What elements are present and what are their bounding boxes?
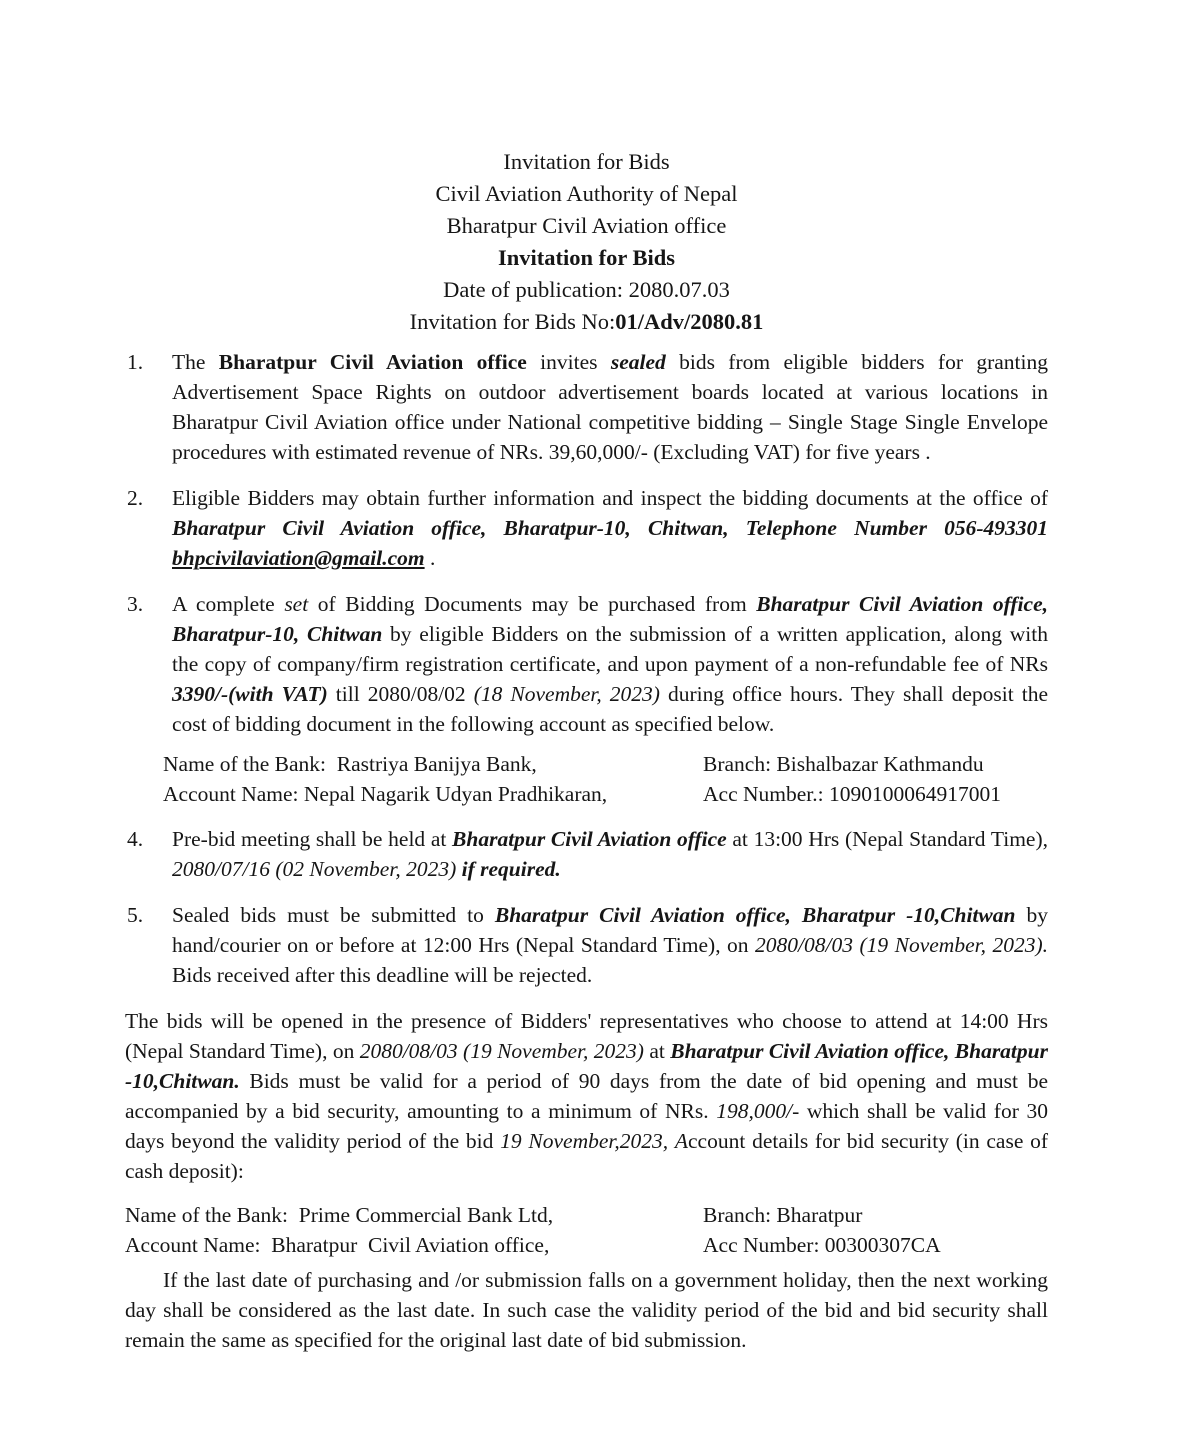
item-5-number: 5.: [127, 903, 144, 927]
text-segment: Invitation for Bids: [497, 245, 676, 270]
bank-row: [163, 779, 1048, 809]
text-segment: ccount details for bid security (in case of cash deposit):: [125, 1129, 1049, 1183]
text-segment: till 2080/08/02: [327, 682, 474, 706]
text-segment: Bharatpur Civil Aviation office: [452, 827, 727, 851]
document-header: [125, 146, 1048, 338]
text-segment: Bharatpur Civil Aviation office, Bharatpur -10,Chitwan.: [125, 1039, 1048, 1093]
text-segment: Invitation for Bids No:: [409, 309, 616, 334]
bank-branch: Branch: Bishalbazar Kathmandu: [703, 752, 984, 776]
list-item-4: [125, 824, 1048, 884]
text-segment: 19 November,2023,: [500, 1129, 669, 1153]
list-item-5: [125, 900, 1048, 990]
text-segment: Bharatpur Civil Aviation office, Bharatpur-10, Chitwan, Telephone Number 056-493301: [172, 516, 1048, 540]
bank-details-bid-security: [125, 1200, 1048, 1260]
text-segment: Eligible Bidders may obtain further information and inspect the bidding documents at the office of: [172, 486, 1048, 510]
text-segment: if required.: [461, 857, 561, 881]
text-segment: Bharatpur Civil Aviation office: [218, 350, 527, 374]
text-segment: Bharatpur Civil Aviation office, Bharatpur-10, Chitwan: [172, 592, 1048, 646]
item-1-number: 1.: [127, 350, 144, 374]
text-segment: The: [172, 350, 219, 374]
item-4-number: 4.: [127, 827, 144, 851]
text-segment: .: [424, 546, 436, 570]
text-segment: by hand/courier on or before at 12:00 Hrs (Nepal Standard Time), on: [172, 903, 1048, 957]
list-item-3: [125, 589, 1048, 739]
bank-name: Name of the Bank: Prime Commercial Bank Ltd,: [125, 1203, 554, 1227]
text-segment: Bharatpur Civil Aviation office, Bharatpur -10,Chitwan: [494, 903, 1016, 927]
authority-name: [125, 178, 1048, 210]
text-segment: A complete: [172, 592, 285, 616]
account-number: Acc Number: 00300307CA: [703, 1233, 941, 1257]
text-segment: 01/Adv/2080.81: [615, 309, 764, 334]
bank-branch: Branch: Bharatpur: [703, 1203, 863, 1227]
text-segment: Invitation for Bids: [503, 149, 670, 174]
list-item-1: [125, 347, 1048, 467]
text-segment: Pre-bid meeting shall be held at: [172, 827, 453, 851]
office-name: [125, 210, 1048, 242]
text-segment: at 13:00 Hrs (Nepal Standard Time),: [726, 827, 1048, 851]
bank-row: [125, 1200, 1048, 1230]
text-segment: Sealed bids must be submitted to: [172, 903, 495, 927]
bank-row: [125, 1230, 1048, 1260]
item-3-text: [172, 589, 1048, 739]
text-segment: Bharatpur Civil Aviation office: [446, 213, 727, 238]
publication-date: [125, 274, 1048, 306]
text-segment: which shall be valid for 30 days beyond the validity period of the bid: [125, 1099, 1048, 1153]
account-name: Account Name: Bharatpur Civil Aviation office,: [125, 1233, 550, 1257]
item-1-text: [172, 347, 1048, 467]
bid-opening-paragraph: [125, 1006, 1048, 1186]
item-4-text: [172, 824, 1048, 884]
account-name: Account Name: Nepal Nagarik Udyan Pradhikaran,: [163, 782, 608, 806]
text-segment: Date of publication: 2080.07.03: [443, 277, 730, 302]
doc-title: [125, 146, 1048, 178]
text-segment: 2080/08/03 (19 November, 2023).: [755, 933, 1049, 957]
text-segment: A: [674, 1129, 689, 1153]
list-item-2: [125, 483, 1048, 573]
account-number: Acc Number.: 1090100064917001: [703, 782, 1001, 806]
item-5-text: [172, 900, 1048, 990]
text-segment: set: [284, 592, 309, 616]
text-segment: bhpcivilaviation@gmail.com: [172, 546, 425, 570]
text-segment: 2080/08/03 (19 November, 2023): [359, 1039, 644, 1063]
text-segment: sealed: [610, 350, 666, 374]
text-segment: (18 November, 2023): [473, 682, 660, 706]
text-segment: Bids received after this deadline will be rejected.: [172, 963, 593, 987]
bank-row: [163, 749, 1048, 779]
item-2-text: [172, 483, 1048, 573]
item-3-number: 3.: [127, 592, 144, 616]
text-segment: by eligible Bidders on the submission of a written application, along with the copy of company/firm registration certificate, and upon payment of a non-refundable fee of NRs: [172, 622, 1048, 676]
text-segment: invites: [526, 350, 611, 374]
holiday-note-paragraph: [125, 1265, 1048, 1355]
bank-details-document-fee: [163, 749, 1048, 809]
item-2-number: 2.: [127, 486, 144, 510]
text-segment: during office hours. They shall deposit the cost of bidding document in the following account as specified below.: [172, 682, 1048, 736]
text-segment: The bids will be opened in the presence of Bidders' representatives who choose to attend at 14:00 Hrs (Nepal Standard Time), on: [125, 1009, 1048, 1063]
text-segment: of Bidding Documents may be purchased from: [308, 592, 757, 616]
text-segment: bids from eligible bidders for granting Advertisement Space Rights on outdoor advertisement boards located at various locations in Bharatpur Civil Aviation office under National competitive bidding – Single Stage Single Envelope procedures with estimated revenue of NRs. 39,60,000/- (Excluding VAT) for five years .: [172, 350, 1048, 464]
text-segment: Civil Aviation Authority of Nepal: [435, 181, 738, 206]
text-segment: 3390/-(with VAT): [172, 682, 328, 706]
bid-number: [125, 306, 1048, 338]
text-segment: If the last date of purchasing and /or submission falls on a government holiday, then the next working day shall be considered as the last date. In such case the validity period of the bid and bid security shall remain the same as specified for the original last date of bid submission.: [125, 1268, 1048, 1352]
text-segment: [668, 1129, 675, 1153]
text-segment: 2080/07/16 (02 November, 2023): [172, 857, 462, 881]
invitation-subtitle: [125, 242, 1048, 274]
bank-name: Name of the Bank: Rastriya Banijya Bank,: [163, 752, 537, 776]
text-segment: 198,000/-: [716, 1099, 800, 1123]
text-segment: Bids must be valid for a period of 90 days from the date of bid opening and must be accompanied by a bid security, amounting to a minimum of NRs.: [125, 1069, 1048, 1123]
text-segment: at: [643, 1039, 671, 1063]
